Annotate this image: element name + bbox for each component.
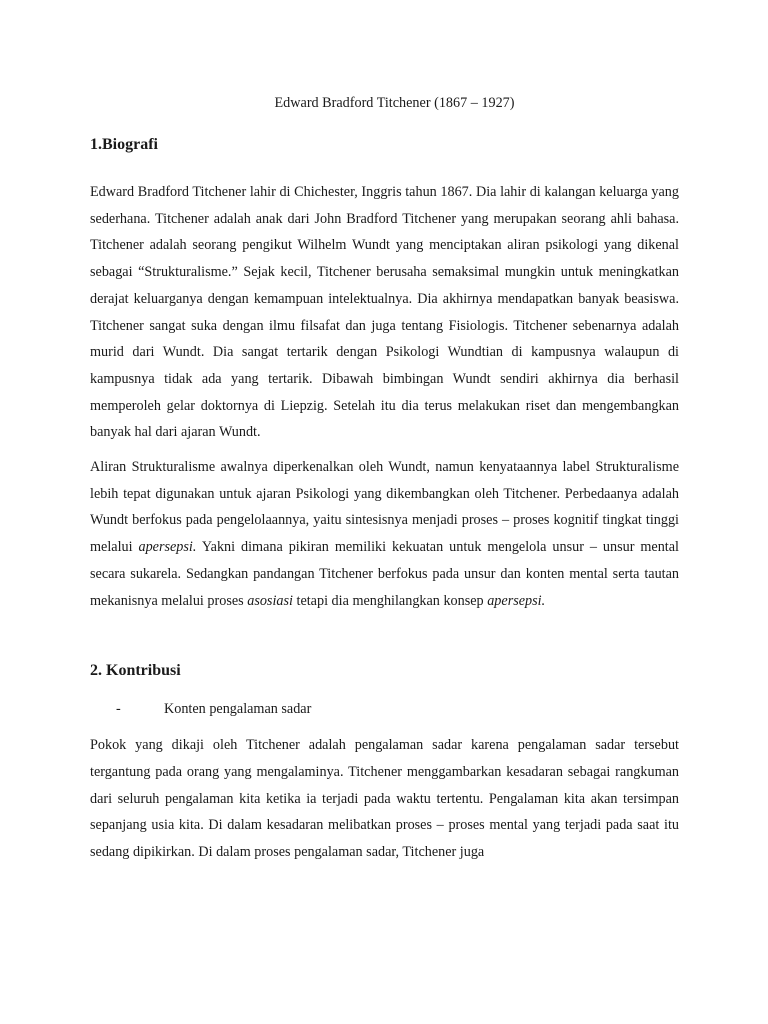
section-heading-kontribusi: 2. Kontribusi bbox=[90, 662, 181, 680]
italic-term-asosiasi: asosiasi bbox=[247, 592, 293, 609]
bullet-marker: - bbox=[116, 701, 121, 718]
list-item-text: Konten pengalaman sadar bbox=[164, 701, 312, 718]
paragraph-biografi-1: Edward Bradford Titchener lahir di Chichester, Inggris tahun 1867. Dia lahir di kalangan keluarga yang sederhana. Titchener adalah anak dari John Bradford Titchener yang merupakan seorang ahli bahasa. Titchener adalah seorang pengikut Wilhelm Wundt yang menciptakan aliran psikologi yang dikenal sebagai “Strukturalisme.” Sejak kecil, Titchener berusaha semaksimal mungkin untuk meningkatkan derajat keluarganya dengan kemampuan intelektualnya. Dia akhirnya mendapatkan banyak beasiswa. Titchener sangat suka dengan ilmu filsafat dan juga tentang Fisiologis. Titchener sebenarnya adalah murid dari Wundt. Dia sangat tertarik dengan Psikologi Wundtian di kampusnya walaupun di kampusnya tidak ada yang tertarik. Dibawah bimbingan Wundt sendiri akhirnya dia berhasil memperoleh gelar doktornya di Liepzig. Setelah itu dia terus melakukan riset dan mengembangkan banyak hal dari ajaran Wundt. bbox=[90, 184, 679, 441]
paragraph-text: Yakni dimana pikiran memiliki kekuatan untuk mengelola unsur – unsur mental secara sukarela. Sedangkan pandangan Titchener berfokus pada unsur dan konten mental serta tautan mekanisnya melalui proses bbox=[90, 539, 679, 609]
italic-term-apersepsi: apersepsi. bbox=[138, 539, 197, 556]
list-item bbox=[90, 696, 679, 722]
document-title: Edward Bradford Titchener (1867 – 1927) bbox=[274, 95, 515, 111]
paragraph-kontribusi-1: Pokok yang dikaji oleh Titchener adalah pengalaman sadar karena pengalaman sadar tersebut tergantung pada orang yang mengalaminya. Titchener menggambarkan kesadaran sebagai rangkuman dari seluruh pengalaman kita ketika ia terjadi pada waktu tertentu. Pengalaman kita akan tersimpan sepanjang usia kita. Di dalam kesadaran melibatkan proses – proses mental yang terjadi pada saat itu sedang dipikirkan. Di dalam proses pengalaman sadar, Titchener juga bbox=[90, 737, 679, 861]
paragraph-text: Aliran Strukturalisme awalnya diperkenalkan oleh Wundt, namun kenyataannya label Strukturalisme lebih tepat digunakan untuk ajaran Psikologi yang dikembangkan oleh Titchener. Perbedaanya adalah Wundt berfokus pada pengelolaannya, yaitu sintesisnya menjadi proses – proses kognitif tingkat tinggi melalui bbox=[90, 459, 679, 556]
section-heading-biografi: 1.Biografi bbox=[90, 136, 158, 153]
italic-term-apersepsi: apersepsi. bbox=[487, 592, 546, 609]
paragraph-biografi-2 bbox=[90, 454, 679, 614]
paragraph-text: tetapi dia menghilangkan konsep bbox=[292, 592, 488, 609]
